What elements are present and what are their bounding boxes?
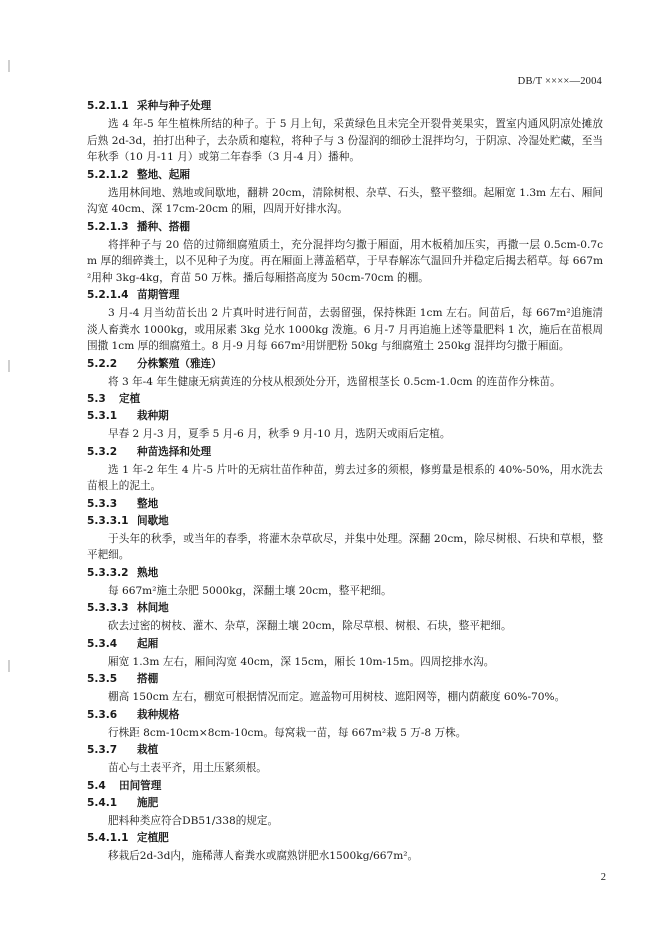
section-number: 5.3.5 — [87, 673, 118, 685]
section-title: 田间管理 — [119, 779, 162, 792]
page-number: 2 — [600, 872, 606, 883]
section-number: 5.3.3 — [87, 497, 118, 510]
section-number: 5.2.1.1 — [87, 100, 129, 112]
document-body — [87, 97, 603, 867]
body-paragraph: 移栽后2d-3d内，施稀薄人畜粪水或腐熟饼肥水1500kg/667m²。 — [108, 850, 419, 862]
section-heading — [87, 514, 603, 529]
section-number: 5.3.3.1 — [87, 514, 129, 527]
body-paragraph: 苗心与土表平齐，用土压紧须根。 — [108, 762, 267, 774]
section-heading — [87, 779, 603, 794]
section-number: 5.2.1.2 — [87, 168, 129, 181]
scan-margin-mark — [8, 60, 10, 72]
section-number: 5.3.1 — [87, 410, 118, 422]
section-title: 栽种期 — [137, 410, 169, 422]
section-heading — [87, 601, 603, 616]
body-paragraph: 厢宽 1.3m 左右，厢间沟宽 40cm，深 15cm，厢长 10m-15m。四周挖排水沟。 — [108, 655, 495, 668]
section-title: 栽种规格 — [137, 708, 180, 721]
section-heading — [87, 288, 603, 303]
section-heading — [87, 497, 603, 512]
section-title: 熟地 — [137, 566, 159, 579]
section-title: 起厢 — [137, 637, 159, 650]
section-title: 播种、搭棚 — [137, 220, 190, 233]
section-heading — [87, 796, 603, 811]
section-heading — [87, 743, 603, 758]
section-heading — [87, 168, 603, 183]
section-heading — [87, 99, 603, 114]
section-heading — [87, 409, 603, 424]
scan-margin-mark — [8, 360, 10, 372]
section-number: 5.4.1.1 — [87, 832, 129, 844]
standard-code: DB/T ××××—2004 — [517, 76, 602, 87]
section-heading — [87, 672, 603, 687]
section-number: 5.3.6 — [87, 708, 118, 721]
body-paragraph: 行株距 8cm-10cm×8cm-10cm。每窝栽一苗，每 667m²栽 5 万-8 万株。 — [108, 726, 467, 739]
body-paragraph: 棚高 150cm 左右，棚宽可根据情况而定。遮盖物可用树枝、遮阳网等，棚内荫蔽度 60%-70%。 — [108, 691, 566, 703]
section-number: 5.3.2 — [87, 445, 118, 458]
section-title: 采种与种子处理 — [137, 100, 212, 112]
section-number: 5.2.1.3 — [87, 220, 129, 233]
section-heading — [87, 637, 603, 652]
body-paragraph: 早春 2 月-3 月，夏季 5 月-6 月，秋季 9 月-10 月，选阴天或雨后定植。 — [108, 428, 451, 440]
section-title: 搭棚 — [137, 673, 159, 685]
section-title: 种苗选择和处理 — [137, 445, 212, 458]
body-paragraph: 每 667m²施土杂肥 5000kg，深翻土壤 20cm，整平耙细。 — [108, 584, 392, 597]
section-title: 整地 — [137, 497, 159, 510]
section-number: 5.3.4 — [87, 637, 118, 650]
body-paragraph: 选 1 年-2 年生 4 片-5 片叶的无病壮苗作种苗，剪去过多的须根，修剪量是根系的 40%-50%，用水洗去苗根上的泥土。 — [87, 463, 603, 492]
section-number: 5.3.7 — [87, 744, 118, 756]
section-number: 5.3.3.2 — [87, 566, 129, 579]
section-title: 分株繁殖（雅连） — [137, 357, 222, 370]
body-paragraph: 选 4 年-5 年生植株所结的种子。于 5 月上旬，采黄绿色且未完全开裂骨荚果实，置室内通风阴凉处摊放后熟 2d-3d，拍打出种子，去杂质和瘪粒，将种子与 3 份湿润的细砂土混拌均匀，于阴凉、冷湿处贮藏，至当年秋季（10 月-11 月）或第二年春季（3 月-4 月）播种。 — [87, 118, 603, 163]
section-title: 栽植 — [137, 744, 159, 756]
section-number: 5.2.2 — [87, 357, 118, 370]
section-number: 5.3 — [87, 393, 106, 405]
section-heading — [87, 831, 603, 846]
section-heading — [87, 708, 603, 723]
body-paragraph: 砍去过密的树枝、灌木、杂草，深翻土壤 20cm，除尽草根、树根、石块，整平耙细。 — [108, 620, 512, 632]
scan-margin-mark — [8, 660, 10, 672]
body-paragraph: 将拌种子与 20 倍的过筛细腐殖质土，充分混拌均匀撒于厢面，用木板稍加压实，再撒一层 0.5cm-0.7cm 厚的细碎粪土，以不见种子为度。再在厢面上薄盖稻草，于早春解冻气温回升并稳定后揭去稻草。每 667m²用种 3kg-4kg，育苗 50 万株。播后每厢搭高度为 50cm-70cm 的棚。 — [87, 238, 603, 284]
section-heading — [87, 566, 603, 581]
body-paragraph: 肥料种类应符合DB51/338的规定。 — [108, 814, 279, 827]
body-paragraph: 于头年的秋季，或当年的春季，将灌木杂草砍尽，并集中处理。深翻 20cm，除尽树根、石块和草根，整平耙细。 — [87, 532, 603, 561]
body-paragraph: 3 月-4 月当幼苗长出 2 片真叶时进行间苗，去弱留强，保持株距 1cm 左右。间苗后，每 667m²追施清淡人畜粪水 1000kg，或用尿素 3kg 兑水 1000kg 泼施。6 月-7 月再追施上述等量肥料 1 次，施后在苗根周围撒 1cm 厚的细腐殖土。8 月-9 月每 667m²用饼肥粉 50kg 与细腐殖土 250kg 混拌均匀撒于厢面。 — [87, 307, 603, 352]
section-number: 5.2.1.4 — [87, 289, 129, 301]
section-number: 5.3.3.3 — [87, 602, 129, 614]
section-heading — [87, 220, 603, 235]
section-title: 定植 — [119, 393, 141, 405]
body-paragraph: 将 3 年-4 年生健康无病黄连的分枝从根颈处分开，选留根茎长 0.5cm-1.0cm 的连苗作分株苗。 — [108, 375, 561, 388]
section-title: 间歇地 — [137, 514, 169, 527]
section-number: 5.4.1 — [87, 796, 118, 809]
section-heading — [87, 392, 603, 407]
section-number: 5.4 — [87, 779, 106, 792]
section-title: 施肥 — [137, 796, 159, 809]
section-heading — [87, 445, 603, 460]
section-heading — [87, 357, 603, 372]
section-title: 苗期管理 — [137, 289, 180, 301]
section-title: 整地、起厢 — [137, 168, 190, 181]
section-title: 林间地 — [137, 602, 169, 614]
section-title: 定植肥 — [137, 832, 169, 844]
body-paragraph: 选用林间地、熟地或间歇地，翻耕 20cm，清除树根、杂草、石头，整平整细。起厢宽 1.3m 左右、厢间沟宽 40cm、深 17cm-20cm 的厢，四周开好排水沟。 — [87, 186, 603, 215]
